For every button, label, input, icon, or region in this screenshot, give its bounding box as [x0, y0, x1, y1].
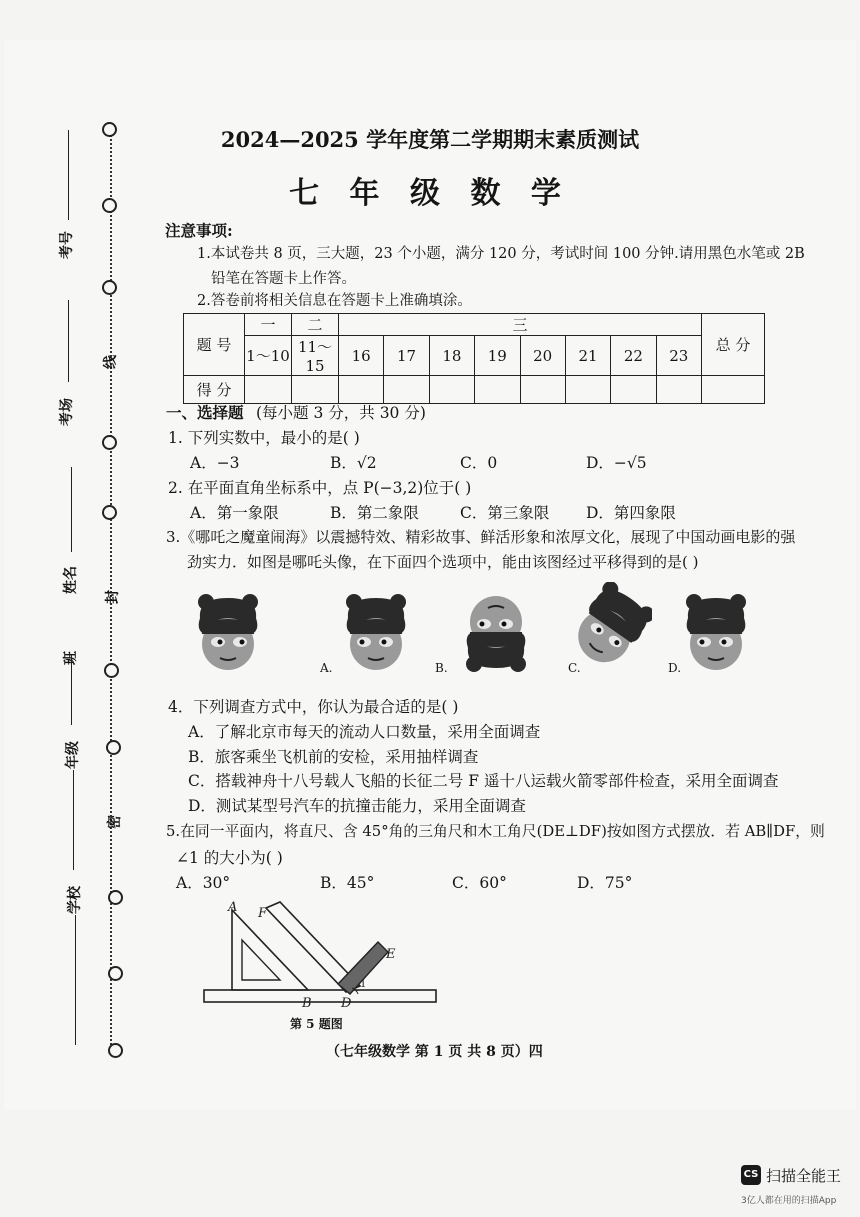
exam-title: 2024—2025 学年度第二学期期末素质测试 [220, 127, 640, 152]
scanner-app-tagline: 3亿人都在用的扫描App [741, 1196, 837, 1206]
q3-label-b: B. [435, 661, 448, 675]
binding-ring-icon [104, 663, 119, 678]
question-22-header: 22 [611, 336, 656, 376]
score-cell[interactable] [611, 376, 656, 404]
binding-ring-icon [102, 280, 117, 295]
binding-ring-icon [108, 966, 123, 981]
q1-option-b: B．√2 [330, 454, 377, 472]
binding-ring-icon [102, 505, 117, 520]
score-cell[interactable] [475, 376, 520, 404]
q4-option-a: A．了解北京市每天的流动人口数量，采用全面调查 [188, 723, 541, 741]
score-row-label: 得 分 [184, 376, 245, 404]
q5-option-b: B．45° [320, 874, 375, 892]
q4-option-b: B．旅客乘坐飞机前的安检，采用抽样调查 [188, 748, 479, 766]
q5-option-d: D．75° [577, 874, 633, 892]
q5-figure [200, 898, 440, 1008]
question-16-header: 16 [339, 336, 384, 376]
q4-option-d: D．测试某型号汽车的抗撞击能力，采用全面调查 [188, 797, 526, 815]
exam-number-label: 考号 [59, 231, 75, 259]
q3-line-1: 3.《哪吒之魔童闹海》以震撼特效、精彩故事、鲜活形象和浓厚文化，展现了中国动画电影的强 [166, 528, 796, 546]
q4-option-c: C．搭载神舟十八号载人飞船的长征二号 F 遥十八运载火箭零部件检查，采用全面调查 [188, 772, 779, 790]
seal-fix-label: 封 [105, 590, 121, 604]
class-blank [71, 655, 72, 725]
class-label: 班 [63, 651, 79, 665]
question-18-header: 18 [429, 336, 474, 376]
score-cell[interactable] [656, 376, 701, 404]
q5-figure-caption: 第 5 题图 [290, 1017, 343, 1031]
q1-option-c: C．0 [460, 454, 498, 472]
page-footer: （七年级数学 第 1 页 共 8 页）四 [326, 1044, 543, 1060]
q5-fig-label-a: A [228, 900, 238, 915]
q2-option-b: B．第二象限 [330, 504, 419, 522]
exam-room-label: 考场 [59, 398, 75, 426]
notes-item-1-line-2: 铅笔在答题卡上作答。 [211, 271, 356, 287]
exam-room-blank [68, 300, 69, 382]
q5-option-a: A．30° [176, 874, 231, 892]
school-label: 学校 [67, 886, 83, 914]
question-19-header: 19 [475, 336, 520, 376]
score-cell[interactable] [339, 376, 384, 404]
binding-ring-icon [108, 1043, 123, 1058]
grade-label: 年级 [65, 741, 81, 769]
q5-line-2: ∠1 的大小为( ) [176, 849, 283, 867]
section-1-note: (每小题 3 分，共 30 分) [256, 404, 426, 422]
scanner-app-name: 扫描全能王 [766, 1167, 842, 1185]
binding-ring-icon [108, 890, 123, 905]
q5-line-1: 5.在同一平面内，将直尺、含 45°角的三角尺和木工角尺(DE⊥DF)按如图方式摆放．若 AB∥DF，则 [166, 823, 825, 840]
q2-option-c: C．第三象限 [460, 504, 550, 522]
name-blank [71, 467, 72, 552]
q3-label-c: C. [568, 661, 581, 675]
q2-stem: 2. 在平面直角坐标系中，点 P(−3,2)位于( ) [168, 479, 472, 497]
q3-line-2: 劲实力．如图是哪吒头像，在下面四个选项中，能由该图经过平移得到的是( ) [187, 553, 699, 571]
binding-ring-icon [106, 740, 121, 755]
score-cell[interactable] [565, 376, 610, 404]
q2-option-d: D．第四象限 [586, 504, 676, 522]
q1-option-d: D．−√5 [586, 454, 647, 472]
question-number-header: 题 号 [184, 314, 245, 376]
q2-option-a: A．第一象限 [190, 504, 279, 522]
score-cell[interactable] [429, 376, 474, 404]
score-cell[interactable] [292, 376, 339, 404]
section-3-header: 三 [339, 314, 702, 336]
question-20-header: 20 [520, 336, 565, 376]
name-label: 姓名 [63, 566, 79, 594]
q5-fig-label-e: E [386, 947, 396, 962]
question-17-header: 17 [384, 336, 429, 376]
seal-close-label: 密 [107, 815, 123, 829]
school-blank [75, 915, 76, 1045]
section-1-header: 一 [245, 314, 292, 336]
q1-option-a: A．−3 [190, 454, 240, 472]
section-1-heading: 一、选择题 [166, 403, 244, 422]
question-21-header: 21 [565, 336, 610, 376]
seal-line-label: 线 [103, 355, 119, 369]
total-score-header: 总 分 [702, 314, 765, 376]
q4-stem: 4．下列调查方式中，你认为最合适的是( ) [168, 698, 459, 716]
notes-heading: 注意事项: [165, 221, 233, 240]
score-table [183, 313, 765, 404]
score-cell[interactable] [384, 376, 429, 404]
total-score-cell[interactable] [702, 376, 765, 404]
q3-label-d: D. [668, 661, 682, 675]
scanner-logo-icon: CS [741, 1165, 761, 1185]
binding-ring-icon [102, 435, 117, 450]
dotted-binding-line [110, 130, 112, 1045]
q3-option-b-image [456, 590, 536, 676]
section-2-header: 二 [292, 314, 339, 336]
score-cell[interactable] [520, 376, 565, 404]
score-cell[interactable] [245, 376, 292, 404]
q5-fig-label-f: F [258, 906, 268, 921]
q3-original-head-image [188, 590, 268, 676]
notes-item-2: 2.答卷前将相关信息在答题卡上准确填涂。 [197, 293, 472, 309]
range-11-15: 11～15 [292, 336, 339, 376]
q3-option-d-image [676, 590, 756, 676]
grade-blank [73, 770, 74, 870]
notes-item-1-line-1: 1.本试卷共 8 页，三大题，23 个小题，满分 120 分，考试时间 100 分钟.请用黑色水笔或 2B [197, 246, 805, 262]
q5-fig-label-d: D [341, 996, 352, 1008]
q5-fig-label-b: B [302, 996, 312, 1008]
question-23-header: 23 [656, 336, 701, 376]
q5-option-c: C．60° [452, 874, 507, 892]
subject-title: 七 年 级 数 学 [289, 176, 571, 211]
q3-option-a-image [336, 590, 416, 676]
range-1-10: 1～10 [245, 336, 292, 376]
q1-stem: 1. 下列实数中，最小的是( ) [168, 429, 360, 447]
q3-label-a: A. [320, 661, 333, 675]
q3-option-c-image [568, 582, 652, 674]
q5-fig-angle-1: 1 [360, 979, 367, 990]
